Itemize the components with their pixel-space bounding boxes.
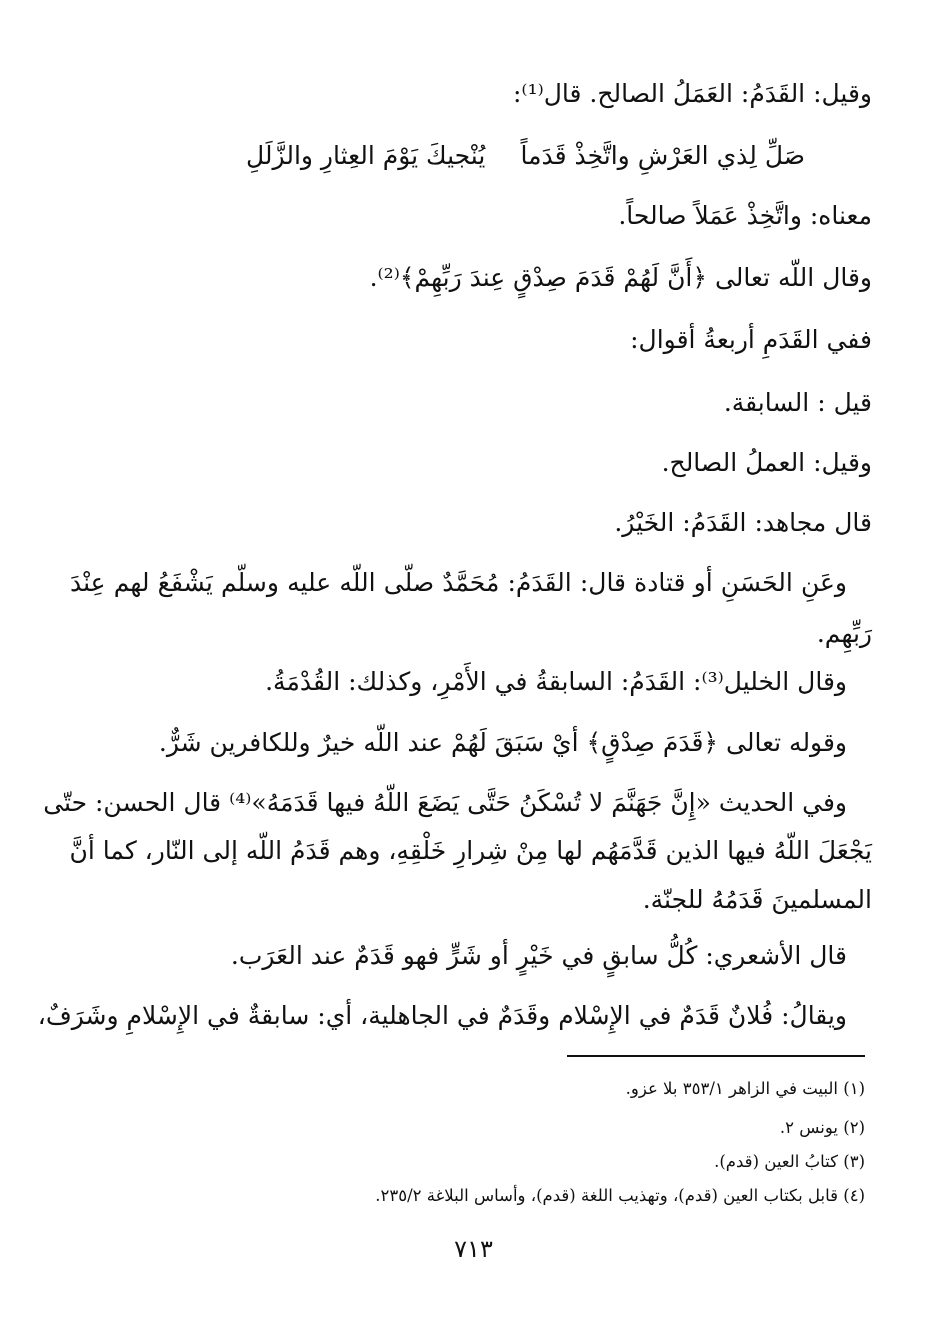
text-line: ويقالُ: فُلانٌ قَدَمٌ في الإِسْلام وقَدَمٌ في الجاهلية، أي: سابقةٌ في الإِسْلامِ وشَرَفٌ، (37, 1001, 847, 1030)
footnote: (٢) يونس ٢. (779, 1118, 865, 1137)
verse-second-hemistich: يُنْجيكَ يَوْمَ العِثارِ والزَّلَلِ (246, 141, 486, 170)
text-line: وقوله تعالى ﴿قَدَمَ صِدْقٍ﴾ أيْ سَبَقَ لَهُمْ عند اللّه خيرٌ وللكافرين شَرٌّ. (158, 728, 847, 757)
text-line: وقيل: القَدَمُ: العَمَلُ الصالح. قال⁽¹⁾: (513, 79, 872, 108)
text-line: رَبِّهِم. (816, 619, 872, 648)
text-line: ففي القَدَمِ أربعةُ أقوال: (630, 325, 872, 354)
text-line: وقال الخليل⁽³⁾: القَدَمُ: السابقةُ في الأَمْرِ، وكذلك: القُدْمَةُ. (265, 667, 847, 696)
text-line: وقيل: العملُ الصالح. (661, 448, 872, 477)
text-line: وقال اللّه تعالى ﴿أَنَّ لَهُمْ قَدَمَ صِدْقٍ عِندَ رَبِّهِمْ﴾⁽²⁾. (369, 263, 872, 292)
text-line: قال الأشعري: كُلُّ سابقٍ في خَيْرٍ أو شَرٍّ فهو قَدَمٌ عند العَرَب. (230, 941, 847, 970)
text-line: قيل : السابقة. (723, 388, 872, 417)
page-number: ٧١٣ (454, 1235, 493, 1263)
text-line: معناه: واتَّخِذْ عَمَلاً صالحاً. (618, 201, 872, 230)
text-line: قال مجاهد: القَدَمُ: الخَيْرُ. (614, 508, 872, 537)
text-line: وفي الحديث «إِنَّ جَهَنَّمَ لا تُسْكَنُ حَتَّى يَضَعَ اللّهُ فيها قَدَمَهُ»⁽⁴⁾ قال الحسن: حتّى (43, 788, 847, 817)
text-line: المسلمينَ قَدَمُهُ للجنّة. (642, 885, 872, 914)
verse-first-hemistich: صَلِّ لِذي العَرْشِ واتَّخِذْ قَدَماً (520, 141, 805, 170)
footnote: (٤) قابل بكتاب العين (قدم)، وتهذيب اللغة (قدم)، وأساس البلاغة ٢٣٥/٢. (375, 1186, 865, 1205)
text-line: يَجْعَلَ اللّهُ فيها الذين قَدَّمَهُم لها مِنْ شِرارِ خَلْقِهِ، وهم قَدَمُ اللّه إلى النّار، كما أنَّ (69, 836, 872, 865)
footnote: (١) البيت في الزاهر ٣٥٣/١ بلا عزو. (625, 1079, 865, 1098)
text-line: وعَنِ الحَسَنِ أو قتادة قال: القَدَمُ: مُحَمَّدٌ صلّى اللّه عليه وسلّم يَشْفَعُ لهم عِنْدَ (70, 568, 847, 597)
footnote-separator (567, 1055, 865, 1057)
footnote: (٣) كتابُ العين (قدم). (714, 1152, 865, 1171)
